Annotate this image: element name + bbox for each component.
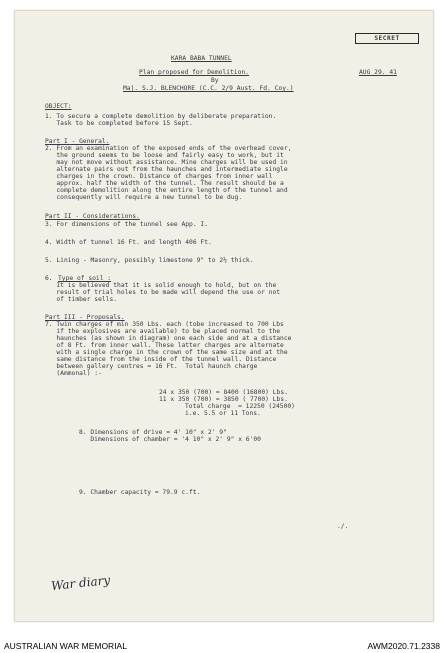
item-3: 3. For dimensions of the tunnel see App. I. bbox=[45, 221, 209, 228]
calc-line: 24 x 350 (700) = 8400 (16800) Lbs. bbox=[159, 389, 288, 396]
handwritten-note: War diary bbox=[50, 572, 111, 594]
item-7-line: if the explosives are available) to be placed normal to the bbox=[45, 328, 281, 335]
item-9: 9. Chamber capacity = 79.9 c.ft. bbox=[79, 489, 201, 496]
document-sheet bbox=[14, 10, 434, 622]
part1-line: approx. half the width of the tunnel. The result should be a bbox=[45, 180, 284, 187]
item-6-heading: Type of soil : bbox=[58, 275, 112, 282]
item-4: 4. Width of tunnel 16 Ft. and length 406 Ft. bbox=[45, 239, 212, 246]
part3-heading: Part III - Proposals. bbox=[45, 314, 125, 321]
item-6-number: 6. bbox=[45, 275, 53, 282]
item-6-line: It is believed that it is solid enough to hold, but on the bbox=[45, 282, 277, 289]
item-6-line: result of trial holes to be made will depend the use or not bbox=[45, 289, 281, 296]
item-6-line: of timber sells. bbox=[45, 296, 118, 303]
calc-line: 11 x 350 (700) = 3850 ( 7700) Lbs. bbox=[159, 396, 288, 403]
document-title: KARA BABA TUNNEL bbox=[171, 55, 232, 62]
document-subtitle: Plan proposed for Demolition. bbox=[139, 69, 249, 76]
part1-line: alternate pairs out from the haunches and intermediate single bbox=[45, 166, 288, 173]
item-7-line: with a single charge in the crown of the same size and at the bbox=[45, 349, 288, 356]
document-date: AUG 29. 41 bbox=[359, 69, 397, 76]
item-8-line: Dimensions of chamber = '4 10" x 2' 9" x 6'00 bbox=[79, 436, 261, 443]
part1-heading: Part I - General. bbox=[45, 138, 110, 145]
classification-stamp: SECRET bbox=[355, 33, 419, 44]
item-7-line: 7. Twin charges of min 350 Lbs. each (tobe increased to 700 Lbs bbox=[45, 321, 284, 328]
item-5: 5. Lining - Masonry, possibly limestone 9" to 2½ thick. bbox=[45, 257, 254, 264]
item-7-line: haunches (as shown in diagram) one each side and at a distance bbox=[45, 335, 292, 342]
item-7-line: same distance from the inside of the tunnel wall. Distance bbox=[45, 356, 277, 363]
item-7-line: between gallery centres = 16 Ft. Total haunch charge bbox=[45, 363, 258, 370]
object-line: Task to be completed before 15 Sept. bbox=[45, 120, 193, 127]
item-8-line: 8. Dimensions of drive = 4' 10" x 2' 9" bbox=[79, 429, 227, 436]
footer-source: AUSTRALIAN WAR MEMORIAL bbox=[4, 641, 127, 651]
footer-bar bbox=[0, 636, 444, 653]
part1-line: 2. From an examination of the exposed ends of the overhead cover, bbox=[45, 145, 292, 152]
object-line: 1. To secure a complete demolition by deliberate preparation. bbox=[45, 113, 277, 120]
item-7-line: of 8 Ft. from inner wall. These latter charges are alternate bbox=[45, 342, 284, 349]
part2-heading: Part II - Considerations. bbox=[45, 213, 140, 220]
footer-accession-number: AWM2020.71.2338 bbox=[367, 641, 440, 651]
calc-line: Total charge = 12250 (24500) bbox=[185, 403, 295, 410]
author-line: Maj. S.J. BLENCHORE (C.C. 2/9 Aust. Fd. Coy.) bbox=[123, 85, 294, 92]
part1-line: complete demolition along the entire length of the tunnel and bbox=[45, 187, 288, 194]
object-heading: OBJECT: bbox=[45, 103, 72, 110]
part1-line: may not move without assistance. Mine charges will be used in bbox=[45, 159, 288, 166]
part1-line: charges in the crown. Distance of charges from inner wall bbox=[45, 173, 273, 180]
part1-line: the ground seems to be loose and fairly easy to work, but it bbox=[45, 152, 284, 159]
continuation-mark: ./. bbox=[337, 523, 349, 530]
part1-line: consequently will require a new tunnel to be dug. bbox=[45, 194, 243, 201]
item-7-line: (Ammonal) :- bbox=[45, 370, 102, 377]
by-line: By bbox=[211, 77, 219, 84]
calc-line: i.e. 5.5 or 11 Tons. bbox=[185, 410, 261, 417]
